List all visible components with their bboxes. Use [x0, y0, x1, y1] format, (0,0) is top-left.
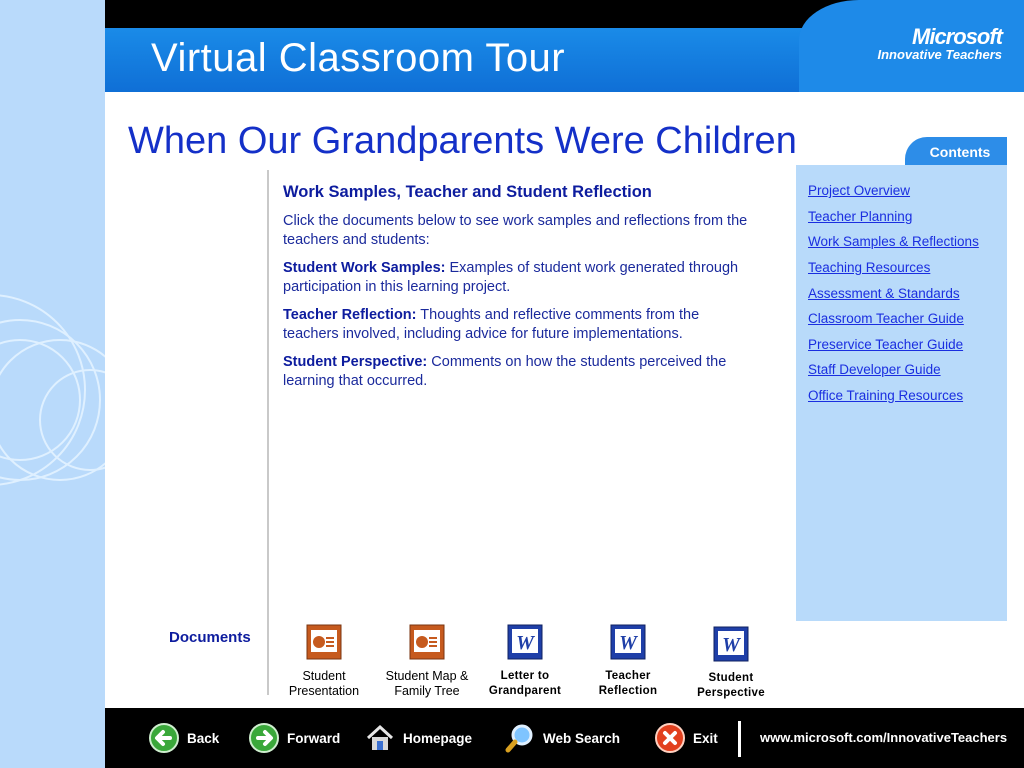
- content-item-teacher-reflection: [283, 306, 748, 344]
- back-arrow-icon: [149, 723, 179, 753]
- header-banner: [105, 24, 1024, 92]
- link-assessment-standards[interactable]: Assessment & Standards: [808, 286, 960, 301]
- exit-button[interactable]: [655, 708, 718, 768]
- link-teacher-planning[interactable]: Teacher Planning: [808, 209, 913, 224]
- svg-text:W: W: [722, 634, 740, 656]
- vertical-divider: [267, 170, 269, 695]
- item-label: Teacher Reflection:: [283, 307, 417, 323]
- doc-student-presentation[interactable]: [274, 624, 374, 699]
- back-label: Back: [187, 730, 220, 746]
- homepage-button[interactable]: [365, 708, 472, 768]
- link-staff-developer-guide[interactable]: Staff Developer Guide: [808, 362, 941, 377]
- forward-arrow-icon: [249, 723, 279, 753]
- item-label: Student Work Samples:: [283, 260, 446, 276]
- doc-label: Student Map & Family Tree: [385, 669, 469, 698]
- doc-label: Letter to Grandparent: [488, 670, 562, 697]
- doc-letter-to-grandparent[interactable]: [475, 624, 575, 699]
- exit-label: Exit: [693, 730, 718, 746]
- doc-label: Teacher Reflection: [598, 670, 658, 697]
- web-search-label: Web Search: [543, 730, 621, 746]
- documents-label: Documents: [169, 629, 251, 646]
- magnifier-icon: [505, 723, 535, 753]
- main-content: [283, 183, 748, 400]
- word-icon: [713, 626, 749, 662]
- web-search-button[interactable]: [505, 708, 620, 768]
- powerpoint-icon: [409, 624, 445, 660]
- link-preservice-teacher-guide[interactable]: Preservice Teacher Guide: [808, 337, 964, 352]
- link-work-samples[interactable]: Work Samples & Reflections: [808, 234, 979, 249]
- doc-label: Student Presentation: [288, 669, 360, 698]
- website-url[interactable]: www.microsoft.com/InnovativeTeachers: [760, 730, 1008, 745]
- content-item-work-samples: [283, 259, 748, 297]
- left-decorative-strip: [0, 0, 105, 768]
- svg-text:W: W: [619, 632, 637, 654]
- link-teaching-resources[interactable]: Teaching Resources: [808, 260, 931, 275]
- forward-label: Forward: [287, 730, 341, 746]
- doc-label: Student Perspective: [697, 672, 765, 699]
- content-item-student-perspective: [283, 353, 748, 391]
- bottom-nav-bar: [105, 708, 1024, 768]
- link-classroom-teacher-guide[interactable]: Classroom Teacher Guide: [808, 311, 964, 326]
- nav-separator: [738, 721, 741, 757]
- contents-panel: [796, 165, 1007, 621]
- link-office-training-resources[interactable]: Office Training Resources: [808, 388, 964, 403]
- powerpoint-icon: [306, 624, 342, 660]
- forward-button[interactable]: [249, 708, 340, 768]
- homepage-label: Homepage: [403, 730, 473, 746]
- circles-decoration: [0, 0, 105, 768]
- contents-tab: Contents: [905, 137, 1007, 167]
- close-icon: [655, 723, 685, 753]
- svg-text:W: W: [516, 632, 534, 654]
- content-intro: Click the documents below to see work samples and reflections from the teachers and students:: [283, 213, 748, 248]
- content-heading: Work Samples, Teacher and Student Reflection: [283, 183, 652, 201]
- item-text: Examples of student work generated through participation in this learning project.: [283, 260, 739, 295]
- brand-line2: Innovative Teachers: [877, 47, 1002, 62]
- doc-teacher-reflection[interactable]: [578, 624, 678, 699]
- brand-line1: Microsoft: [912, 24, 1002, 49]
- word-icon: [507, 624, 543, 660]
- banner-title: Virtual Classroom Tour: [151, 36, 566, 80]
- doc-student-map-family-tree[interactable]: [377, 624, 477, 699]
- back-button[interactable]: [149, 708, 219, 768]
- item-label: Student Perspective:: [283, 354, 428, 370]
- page-title: When Our Grandparents Were Children: [128, 120, 797, 162]
- microsoft-logo: [877, 24, 1002, 62]
- word-icon: [610, 624, 646, 660]
- item-text: Thoughts and reflective comments from the teachers involved, including advice for future implementations.: [283, 307, 700, 342]
- link-project-overview[interactable]: Project Overview: [808, 183, 911, 198]
- item-text: Comments on how the students perceived the learning that occurred.: [283, 354, 727, 389]
- house-icon: [365, 723, 395, 753]
- doc-student-perspective[interactable]: [681, 626, 781, 701]
